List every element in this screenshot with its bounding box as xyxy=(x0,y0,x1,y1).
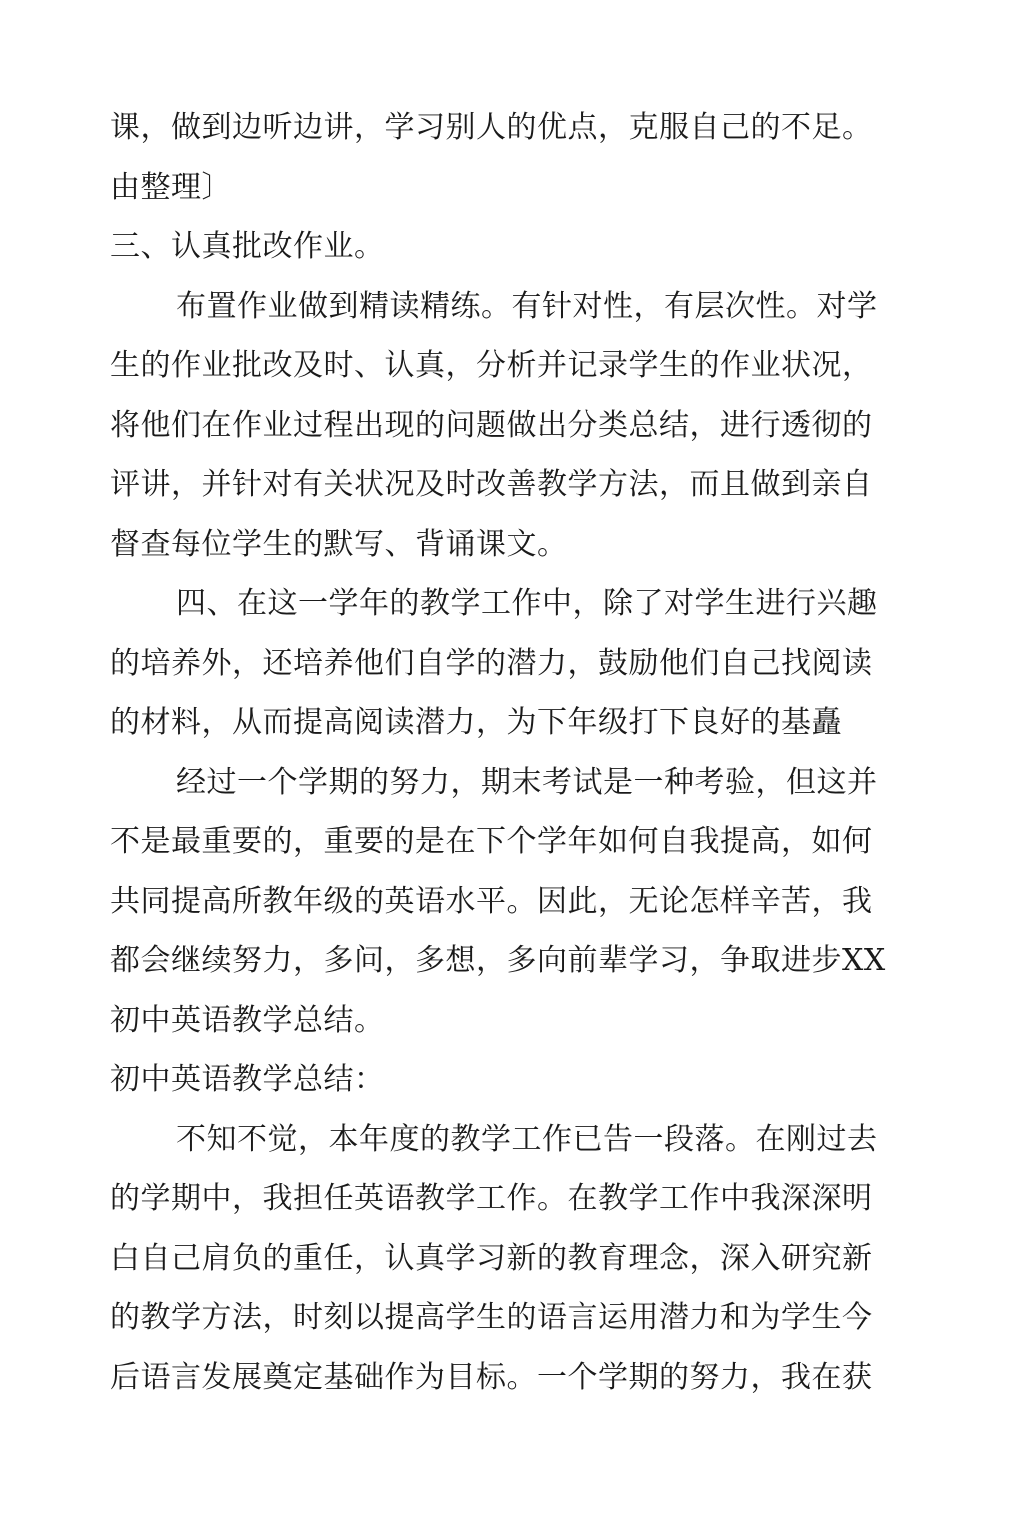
text-line: 督查每位学生的默写、背诵课文。 xyxy=(110,526,568,562)
paragraph-first-line: 四、在这一学年的教学工作中，除了对学生进行兴趣 xyxy=(176,586,878,621)
body-text xyxy=(110,98,886,1407)
text-line: 白自己肩负的重任，认真学习新的教育理念，深入研究新 xyxy=(110,1240,873,1276)
text-line: 评讲，并针对有关状况及时改善教学方法，而且做到亲自 xyxy=(110,467,873,502)
text-line: 初中英语教学总结。 xyxy=(110,1002,385,1038)
text-line: 后语言发展奠定基础作为目标。一个学期的努力，我在获 xyxy=(110,1359,873,1395)
text-line: 生的作业批改及时、认真，分析并记录学生的作业状况， xyxy=(110,348,873,383)
text-line: 将他们在作业过程出现的问题做出分类总结，进行透彻的 xyxy=(110,407,873,443)
text-line: 的培养外，还培养他们自学的潜力，鼓励他们自己找阅读 xyxy=(110,645,873,681)
section-heading: 初中英语教学总结： xyxy=(110,1062,385,1097)
text-line: 由整理〕 xyxy=(110,169,232,205)
paragraph-first-line: 布置作业做到精读精练。有针对性，有层次性。对学 xyxy=(176,288,878,324)
text-line: 都会继续努力，多问，多想，多向前辈学习，争取进步XX xyxy=(110,943,886,978)
text-line: 的教学方法，时刻以提高学生的语言运用潜力和为学生今 xyxy=(110,1300,873,1335)
section-heading: 三、认真批改作业。 xyxy=(110,229,385,264)
text-line: 不是最重要的，重要的是在下个学年如何自我提高，如何 xyxy=(110,824,873,859)
text-line: 课，做到边听边讲，学习别人的优点，克服自己的不足。 xyxy=(110,110,873,145)
text-line: 的学期中，我担任英语教学工作。在教学工作中我深深明 xyxy=(110,1181,873,1216)
paragraph-first-line: 不知不觉，本年度的教学工作已告一段落。在刚过去 xyxy=(176,1121,878,1157)
paragraph-first-line: 经过一个学期的努力，期末考试是一种考验，但这并 xyxy=(176,764,878,800)
text-line: 共同提高所教年级的英语水平。因此，无论怎样辛苦，我 xyxy=(110,883,873,919)
text-line: 的材料，从而提高阅读潜力，为下年级打下良好的基矗 xyxy=(110,705,842,740)
